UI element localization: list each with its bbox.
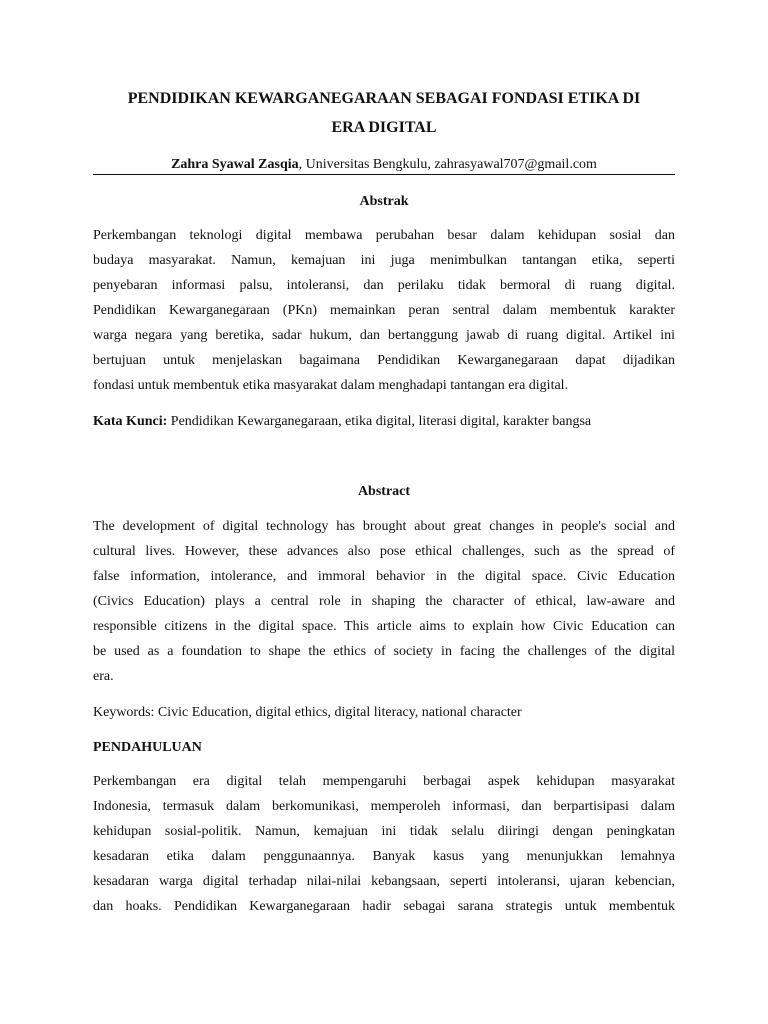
pendahuluan-line: kehidupan sosial-politik. Namun, kemajuan ini tidak selalu diiringi dengan peningkatan: [93, 824, 675, 839]
abstract-line: (Civics Education) plays a central role in shaping the character of ethical, law-aware and: [93, 594, 675, 609]
abstrak-line: Perkembangan teknologi digital membawa perubahan besar dalam kehidupan sosial dan: [93, 228, 675, 243]
author-affiliation-email: , Universitas Bengkulu, zahrasyawal707@gmail.com: [298, 157, 597, 172]
pendahuluan-line: kesadaran warga digital terhadap nilai-nilai kebangsaan, seperti intoleransi, ujaran kebencian,: [93, 874, 675, 889]
abstract-line: cultural lives. However, these advances also pose ethical challenges, such as the spread of: [93, 544, 675, 559]
pendahuluan-line: dan hoaks. Pendidikan Kewarganegaraan hadir sebagai sarana strategis untuk membentuk: [93, 899, 675, 914]
kata-kunci-label: Kata Kunci:: [93, 414, 168, 429]
abstrak-line: bertujuan untuk menjelaskan bagaimana Pendidikan Kewarganegaraan dapat dijadikan: [93, 353, 675, 368]
abstrak-paragraph: [93, 223, 675, 398]
pendahuluan-line: kesadaran etika dalam penggunaannya. Banyak kasus yang menunjukkan lemahnya: [93, 849, 675, 864]
paper-title-line-1: PENDIDIKAN KEWARGANEGARAAN SEBAGAI FONDASI ETIKA DI: [127, 90, 641, 107]
abstract-line: era.: [93, 669, 114, 684]
kata-kunci: [93, 413, 675, 431]
abstrak-line: warga negara yang beretika, sadar hukum, dan bertanggung jawab di ruang digital. Artikel ini: [93, 328, 675, 343]
abstract-line: be used as a foundation to shape the ethics of society in facing the challenges of the digital: [93, 644, 675, 659]
abstract-line: The development of digital technology has brought about great changes in people's social and: [93, 519, 675, 534]
author-divider: [93, 174, 675, 175]
author-line: [93, 156, 675, 174]
pendahuluan-line: Perkembangan era digital telah mempengaruhi berbagai aspek kehidupan masyarakat: [93, 774, 675, 789]
abstract-line: false information, intolerance, and immoral behavior in the digital space. Civic Education: [93, 569, 675, 584]
paper-title-line-2: ERA DIGITAL: [331, 119, 437, 136]
abstract-heading: Abstract: [357, 484, 411, 499]
abstract-paragraph: [93, 514, 675, 689]
pendahuluan-line: Indonesia, termasuk dalam berkomunikasi, memperoleh informasi, dan berpartisipasi dalam: [93, 799, 675, 814]
abstrak-line: Pendidikan Kewarganegaraan (PKn) memainkan peran sentral dalam membentuk karakter: [93, 303, 675, 318]
abstrak-line: budaya masyarakat. Namun, kemajuan ini juga menimbulkan tantangan etika, seperti: [93, 253, 675, 268]
abstrak-line: penyebaran informasi palsu, intoleransi, dan perilaku tidak bermoral di ruang digital.: [93, 278, 675, 293]
pendahuluan-paragraph: [93, 769, 675, 919]
abstrak-line: fondasi untuk membentuk etika masyarakat dalam menghadapi tantangan era digital.: [93, 378, 569, 393]
keywords: Keywords: Civic Education, digital ethics, digital literacy, national character: [93, 705, 522, 720]
abstract-line: responsible citizens in the digital space. This article aims to explain how Civic Education can: [93, 619, 675, 634]
author-name: Zahra Syawal Zasqia: [171, 157, 299, 172]
kata-kunci-list: Pendidikan Kewarganegaraan, etika digital, literasi digital, karakter bangsa: [167, 414, 592, 429]
pendahuluan-heading: PENDAHULUAN: [93, 740, 202, 755]
abstrak-heading: Abstrak: [359, 194, 409, 209]
paper-title: [93, 84, 675, 142]
